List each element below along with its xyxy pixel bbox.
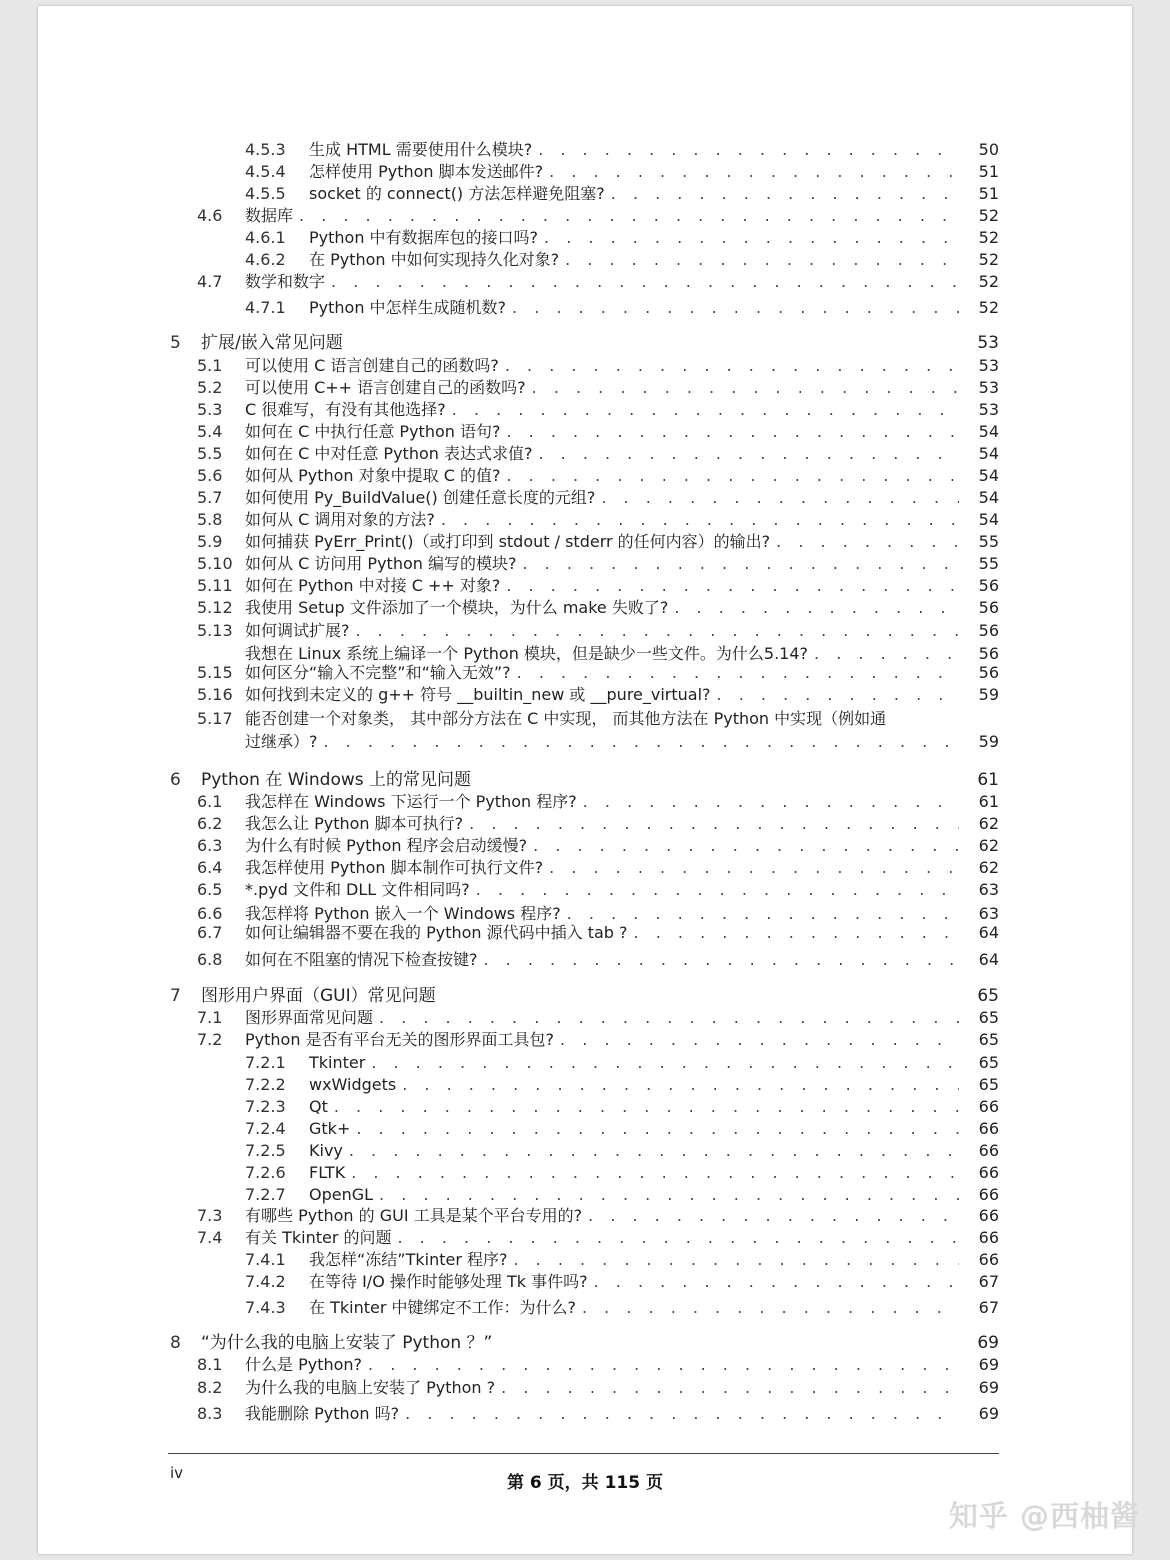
toc-entry[interactable]: [197, 814, 999, 834]
toc-entry-page: 52: [978, 272, 999, 291]
toc-entry-number: 4.6.2: [245, 250, 286, 269]
toc-dot-leader: [549, 162, 959, 182]
toc-entry-title: 我怎样在 Windows 下运行一个 Python 程序?: [245, 792, 577, 811]
toc-entry-title: 怎样使用 Python 脚本发送邮件?: [309, 162, 544, 181]
toc-dot-leader: [505, 356, 959, 376]
toc-entry-number: 4.6: [197, 206, 223, 225]
toc-entry[interactable]: [245, 732, 999, 752]
toc-entry-number: 5.11: [197, 576, 233, 595]
toc-entry-title: Python 中有数据库包的接口吗?: [309, 228, 539, 247]
toc-dot-leader: [517, 663, 959, 683]
toc-entry-title: 如何从 Python 对象中提取 C 的值?: [245, 466, 501, 485]
toc-entry-page: 56: [978, 663, 999, 682]
toc-entry-number: 6.5: [197, 880, 223, 899]
toc-entry-title: 我怎么让 Python 脚本可执行?: [245, 814, 464, 833]
toc-entry[interactable]: [197, 466, 999, 486]
toc-entry-number: 7.4: [197, 1228, 223, 1247]
toc-dot-leader: [506, 576, 959, 596]
toc-entry-title: 过继承）?: [245, 732, 318, 751]
toc-entry[interactable]: [197, 422, 999, 442]
toc-entry[interactable]: [197, 488, 999, 508]
toc-entry-page: 69: [978, 1378, 999, 1397]
toc-entry[interactable]: [245, 1141, 999, 1161]
toc-entry-number: 5.16: [197, 685, 233, 704]
toc-dot-leader: [601, 488, 959, 508]
toc-entry-number: 7.2.1: [245, 1053, 286, 1072]
toc-dot-leader: [506, 422, 959, 442]
toc-entry[interactable]: [245, 228, 999, 248]
toc-entry-title: 如何在不阻塞的情况下检查按键?: [245, 950, 478, 969]
toc-entry-page: 64: [978, 950, 999, 969]
toc-entry-title: 扩展/嵌入常见问题: [201, 333, 343, 353]
toc-entry-title: 如何让编辑器不要在我的 Python 源代码中插入 tab ?: [245, 923, 628, 942]
toc-entry-page: 53: [978, 400, 999, 419]
toc-entry-title: 我能删除 Python 吗?: [245, 1404, 400, 1423]
toc-entry-title: Python 是否有平台无关的图形界面工具包?: [245, 1030, 555, 1049]
toc-entry-number: 7.2.5: [245, 1141, 286, 1160]
toc-entry-page: 62: [978, 836, 999, 855]
toc-entry-number: 7: [170, 986, 181, 1006]
toc-entry-number: 5.2: [197, 378, 223, 397]
footer-rule: [168, 1453, 999, 1454]
toc-dot-leader: [484, 950, 960, 970]
toc-entry-title: socket 的 connect() 方法怎样避免阻塞?: [309, 184, 605, 203]
toc-entry-number: 5.6: [197, 466, 223, 485]
toc-entry-number: 7.2.6: [245, 1163, 286, 1182]
toc-entry[interactable]: [197, 880, 999, 900]
toc-entry-page: 54: [978, 510, 999, 529]
toc-entry[interactable]: [197, 858, 999, 878]
toc-entry-number: 5.5: [197, 444, 223, 463]
toc-entry-title: 为什么有时候 Python 程序会启动缓慢?: [245, 836, 528, 855]
toc-entry-number: 6.1: [197, 792, 223, 811]
toc-entry-page: 69: [977, 1333, 999, 1353]
toc-entry-number: 5.10: [197, 554, 233, 573]
toc-entry[interactable]: [197, 923, 999, 943]
toc-entry[interactable]: [197, 1008, 999, 1028]
toc-entry-page: 66: [978, 1141, 999, 1160]
roman-page-number: iv: [170, 1464, 184, 1482]
toc-entry-number: 5.8: [197, 510, 223, 529]
toc-entry-title: *.pyd 文件和 DLL 文件相同吗?: [245, 880, 470, 899]
toc-entry-number: 6.7: [197, 923, 223, 942]
toc-entry-title: 如何找到未定义的 g++ 符号 __builtin_new 或 __pure_virtual?: [245, 685, 711, 704]
toc-entry-title: 为什么我的电脑上安装了 Python ?: [245, 1378, 496, 1397]
toc-dot-leader: [512, 298, 959, 318]
toc-entry-number: 6.8: [197, 950, 223, 969]
toc-entry-page: 51: [978, 162, 999, 181]
toc-entry-number: 6.2: [197, 814, 223, 833]
toc-entry[interactable]: [245, 162, 999, 182]
toc-entry-title: 可以使用 C 语言创建自己的函数吗?: [245, 356, 499, 375]
toc-entry-title: 如何在 C 中执行任意 Python 语句?: [245, 422, 501, 441]
toc-entry-page: 55: [978, 554, 999, 573]
toc-entry-number: 4.5.3: [245, 140, 286, 159]
toc-entry-number: 5: [170, 333, 181, 353]
toc-entry[interactable]: [245, 1119, 999, 1139]
toc-entry-title: 如何从 C 调用对象的方法?: [245, 510, 435, 529]
toc-entry-number: 4.6.1: [245, 228, 286, 247]
toc-entry-title: 有关 Tkinter 的问题: [245, 1228, 392, 1247]
toc-entry[interactable]: [197, 510, 999, 530]
toc-dot-leader: [299, 206, 959, 226]
toc-entry-page: 66: [978, 1097, 999, 1116]
toc-entry[interactable]: [197, 663, 999, 683]
toc-entry-page: 65: [978, 1053, 999, 1072]
toc-entry-page: 66: [978, 1228, 999, 1247]
toc-dot-leader: [538, 140, 959, 160]
toc-entry[interactable]: [197, 272, 999, 292]
toc-entry-page: 56: [978, 598, 999, 617]
toc-dot-leader: [371, 1053, 959, 1073]
toc-entry-number: 5.3: [197, 400, 223, 419]
toc-entry-title: 我怎样“冻结”Tkinter 程序?: [309, 1250, 508, 1269]
toc-entry-number: 5.15: [197, 663, 233, 682]
toc-entry-title: “为什么我的电脑上安装了 Python ？”: [201, 1333, 493, 1353]
toc-entry[interactable]: [197, 904, 999, 924]
toc-entry-page: 66: [978, 1119, 999, 1138]
toc-dot-leader: [501, 1378, 959, 1398]
page-info: 第 6 页，共 115 页: [507, 1473, 663, 1493]
toc-entry-number: 7.2.3: [245, 1097, 286, 1116]
toc-dot-leader: [351, 1163, 959, 1183]
toc-entry-title: 如何在 C 中对任意 Python 表达式求值?: [245, 444, 533, 463]
toc-entry-number: 7.1: [197, 1008, 223, 1027]
toc-entry-page: 51: [978, 184, 999, 203]
toc-dot-leader: [611, 184, 959, 204]
toc-entry[interactable]: [197, 356, 999, 376]
toc-dot-leader: [717, 685, 959, 705]
toc-entry-title: 生成 HTML 需要使用什么模块?: [309, 140, 533, 159]
toc-entry[interactable]: [245, 1272, 999, 1292]
toc-entry-title: Tkinter: [309, 1053, 366, 1072]
toc-entry-page: 53: [978, 378, 999, 397]
toc-entry[interactable]: [197, 1355, 999, 1375]
toc-entry-page: 66: [978, 1250, 999, 1269]
toc-dot-leader: [538, 444, 959, 464]
toc-entry-number: 8.1: [197, 1355, 223, 1374]
toc-dot-leader: [356, 1119, 959, 1139]
toc-entry-title: 如何区分“输入不完整”和“输入无效”?: [245, 663, 511, 682]
toc-entry[interactable]: [197, 576, 999, 596]
toc-entry-title: OpenGL: [309, 1185, 374, 1204]
toc-entry-title: 在 Tkinter 中键绑定不工作：为什么?: [309, 1298, 576, 1317]
toc-entry-title: 我使用 Setup 文件添加了一个模块，为什么 make 失败了?: [245, 598, 669, 617]
toc-entry-page: 65: [978, 1075, 999, 1094]
toc-entry[interactable]: [245, 1053, 999, 1073]
toc-entry-title: 什么是 Python?: [245, 1355, 363, 1374]
toc-entry[interactable]: [197, 792, 999, 812]
toc-dot-leader: [349, 1141, 959, 1161]
toc-entry-number: 5.7: [197, 488, 223, 507]
toc-dot-leader: [814, 644, 959, 664]
toc-entry-page: 67: [978, 1272, 999, 1291]
toc-entry-number: 5.17: [197, 709, 233, 728]
toc-entry[interactable]: [197, 1206, 999, 1226]
toc-dot-leader: [398, 1228, 960, 1248]
toc-chapter-entry[interactable]: [170, 986, 999, 1006]
toc-entry-page: 52: [978, 250, 999, 269]
toc-dot-leader: [356, 621, 960, 641]
toc-entry-number: 6: [170, 770, 181, 790]
toc-dot-leader: [324, 732, 960, 752]
toc-entry-page: 63: [978, 904, 999, 923]
toc-dot-leader: [532, 378, 959, 398]
toc-dot-leader: [441, 510, 959, 530]
toc-entry-page: 67: [978, 1298, 999, 1317]
toc-entry-title: 能否创建一个对象类， 其中部分方法在 C 中实现， 而其他方法在 Python 中实现（例如通: [245, 709, 887, 728]
toc-entry-page: 66: [978, 1206, 999, 1225]
toc-entry-number: 5.13: [197, 621, 233, 640]
toc-entry-page: 66: [978, 1163, 999, 1182]
toc-entry-number: 6.4: [197, 858, 223, 877]
toc-entry-number: 8.3: [197, 1404, 223, 1423]
toc-entry-page: 54: [978, 444, 999, 463]
toc-entry-page: 61: [977, 770, 999, 790]
toc-entry[interactable]: [197, 378, 999, 398]
toc-dot-leader: [405, 1404, 959, 1424]
toc-entry-title: 我怎样使用 Python 脚本制作可执行文件?: [245, 858, 544, 877]
toc-entry[interactable]: [197, 1228, 999, 1248]
toc-entry-page: 62: [978, 814, 999, 833]
toc-dot-leader: [379, 1185, 959, 1205]
toc-dot-leader: [331, 272, 959, 292]
toc-entry[interactable]: [197, 1404, 999, 1424]
toc-entry-title: 数学和数字: [245, 272, 326, 291]
toc-entry-number: 4.7.1: [245, 298, 286, 317]
toc-entry-number: 5.1: [197, 356, 223, 375]
toc-dot-leader: [560, 1030, 959, 1050]
toc-entry[interactable]: [245, 1097, 999, 1117]
toc-entry-number: 8.2: [197, 1378, 223, 1397]
toc-entry-page: 54: [978, 422, 999, 441]
watermark-logo: 知乎 @西柚酱: [948, 1499, 1140, 1533]
toc-dot-leader: [522, 554, 959, 574]
toc-entry[interactable]: [245, 1163, 999, 1183]
toc-entry[interactable]: [197, 950, 999, 970]
toc-entry-page: 59: [978, 732, 999, 751]
toc-entry-title: 数据库: [245, 206, 294, 225]
toc-entry-title: Python 在 Windows 上的常见问题: [201, 770, 472, 790]
toc-dot-leader: [476, 880, 959, 900]
toc-entry-title: 如何从 C 访问用 Python 编写的模块?: [245, 554, 517, 573]
toc-dot-leader: [582, 1298, 959, 1318]
toc-entry-page: 62: [978, 858, 999, 877]
toc-entry[interactable]: [245, 1185, 999, 1205]
toc-entry-number: 5.4: [197, 422, 223, 441]
toc-entry-title: 图形用户界面（GUI）常见问题: [201, 986, 436, 1006]
toc-entry-title: 如何使用 Py_BuildValue() 创建任意长度的元组?: [245, 488, 596, 507]
toc-entry[interactable]: [197, 1378, 999, 1398]
toc-entry[interactable]: [245, 644, 999, 664]
toc-entry-page: 64: [978, 923, 999, 942]
toc-entry[interactable]: [197, 598, 999, 618]
toc-dot-leader: [674, 598, 959, 618]
toc-entry-page: 50: [978, 140, 999, 159]
toc-entry-title: FLTK: [309, 1163, 346, 1182]
toc-entry-page: 52: [978, 228, 999, 247]
toc-dot-leader: [452, 400, 959, 420]
toc-dot-leader: [549, 858, 959, 878]
toc-dot-leader: [402, 1075, 959, 1095]
toc-entry-number: 5.12: [197, 598, 233, 617]
toc-entry-number: 6.6: [197, 904, 223, 923]
toc-entry[interactable]: [197, 621, 999, 641]
toc-dot-leader: [469, 814, 959, 834]
toc-entry-title: 图形界面常见问题: [245, 1008, 374, 1027]
toc-entry-number: 7.2: [197, 1030, 223, 1049]
toc-entry[interactable]: [197, 400, 999, 420]
toc-entry-page: 56: [978, 644, 999, 663]
toc-entry-title: 如何捕获 PyErr_Print()（或打印到 stdout / stderr 的任何内容）的输出?: [245, 532, 771, 551]
toc-dot-leader: [368, 1355, 959, 1375]
toc-dot-leader: [634, 923, 959, 943]
toc-entry-page: 56: [978, 576, 999, 595]
toc-entry-title: 如何在 Python 中对接 C ++ 对象?: [245, 576, 501, 595]
toc-entry-title: Gtk+: [309, 1119, 351, 1138]
toc-entry[interactable]: [245, 1075, 999, 1095]
toc-entry-page: 61: [978, 792, 999, 811]
toc-entry[interactable]: [197, 444, 999, 464]
toc-entry-page: 69: [978, 1355, 999, 1374]
toc-dot-leader: [506, 466, 959, 486]
toc-entry-page: 54: [978, 488, 999, 507]
toc-entry-page: 69: [978, 1404, 999, 1423]
toc-entry[interactable]: [197, 554, 999, 574]
toc-dot-leader: [565, 250, 959, 270]
toc-entry[interactable]: [197, 836, 999, 856]
toc-entry-page: 52: [978, 206, 999, 225]
toc-entry-number: 4.5.4: [245, 162, 286, 181]
toc-chapter-entry[interactable]: [170, 333, 999, 353]
toc-dot-leader: [594, 1272, 959, 1292]
toc-entry-title: 有哪些 Python 的 GUI 工具是某个平台专用的?: [245, 1206, 583, 1225]
toc-entry[interactable]: [197, 1030, 999, 1050]
toc-entry-number: 7.4.1: [245, 1250, 286, 1269]
toc-entry-page: 65: [978, 1030, 999, 1049]
toc-entry-page: 54: [978, 466, 999, 485]
toc-entry-title: wxWidgets: [309, 1075, 397, 1094]
toc-entry-number: 7.4.2: [245, 1272, 286, 1291]
toc-entry-title: 在等待 I/O 操作时能够处理 Tk 事件吗?: [309, 1272, 588, 1291]
toc-entry-number: 6.3: [197, 836, 223, 855]
toc-entry-number: 7.3: [197, 1206, 223, 1225]
toc-entry-number: 7.2.7: [245, 1185, 286, 1204]
toc-entry-page: 65: [977, 986, 999, 1006]
toc-entry[interactable]: [197, 206, 999, 226]
toc-entry[interactable]: [245, 184, 999, 204]
toc-entry[interactable]: [197, 685, 999, 705]
toc-entry-page: 53: [978, 356, 999, 375]
toc-entry-title: 我怎样将 Python 嵌入一个 Windows 程序?: [245, 904, 561, 923]
toc-entry-title: Qt: [309, 1097, 328, 1116]
toc-entry-title: Kivy: [309, 1141, 343, 1160]
toc-dot-leader: [334, 1097, 959, 1117]
toc-chapter-entry[interactable]: [170, 770, 999, 790]
toc-entry-title: 可以使用 C++ 语言创建自己的函数吗?: [245, 378, 526, 397]
toc-entry-page: 65: [978, 1008, 999, 1027]
toc-dot-leader: [379, 1008, 959, 1028]
toc-entry-page: 59: [978, 685, 999, 704]
toc-dot-leader: [588, 1206, 959, 1226]
toc-entry[interactable]: [245, 298, 999, 318]
toc-entry-page: 53: [977, 333, 999, 353]
toc-entry[interactable]: [245, 1250, 999, 1270]
toc-entry-title: 我想在 Linux 系统上编译一个 Python 模块，但是缺少一些文件。为什么5.14?: [245, 644, 809, 663]
toc-entry[interactable]: [197, 709, 999, 729]
toc-entry-title: 在 Python 中如何实现持久化对象?: [309, 250, 560, 269]
toc-dot-leader: [533, 836, 959, 856]
toc-dot-leader: [544, 228, 959, 248]
toc-entry-title: Python 中怎样生成随机数?: [309, 298, 507, 317]
toc-entry[interactable]: [245, 140, 999, 160]
toc-entry-number: 5.9: [197, 532, 223, 551]
toc-entry-title: 如何调试扩展?: [245, 621, 350, 640]
toc-entry-number: 4.5.5: [245, 184, 286, 203]
toc-entry-number: 7.2.4: [245, 1119, 286, 1138]
toc-entry-number: 4.7: [197, 272, 223, 291]
toc-entry[interactable]: [245, 250, 999, 270]
toc-entry[interactable]: [197, 532, 999, 552]
toc-entry-number: 7.4.3: [245, 1298, 286, 1317]
toc-chapter-entry[interactable]: [170, 1333, 999, 1353]
toc-entry-page: 56: [978, 621, 999, 640]
toc-entry-page: 55: [978, 532, 999, 551]
toc-entry-title: C 很难写，有没有其他选择?: [245, 400, 446, 419]
toc-entry[interactable]: [245, 1298, 999, 1318]
toc-dot-leader: [513, 1250, 959, 1270]
toc-entry-page: 66: [978, 1185, 999, 1204]
toc-entry-page: 63: [978, 880, 999, 899]
toc-entry-number: 7.2.2: [245, 1075, 286, 1094]
toc-dot-leader: [776, 532, 959, 552]
toc-entry-number: 8: [170, 1333, 181, 1353]
toc-dot-leader: [583, 792, 959, 812]
toc-dot-leader: [567, 904, 959, 924]
toc-entry-page: 52: [978, 298, 999, 317]
